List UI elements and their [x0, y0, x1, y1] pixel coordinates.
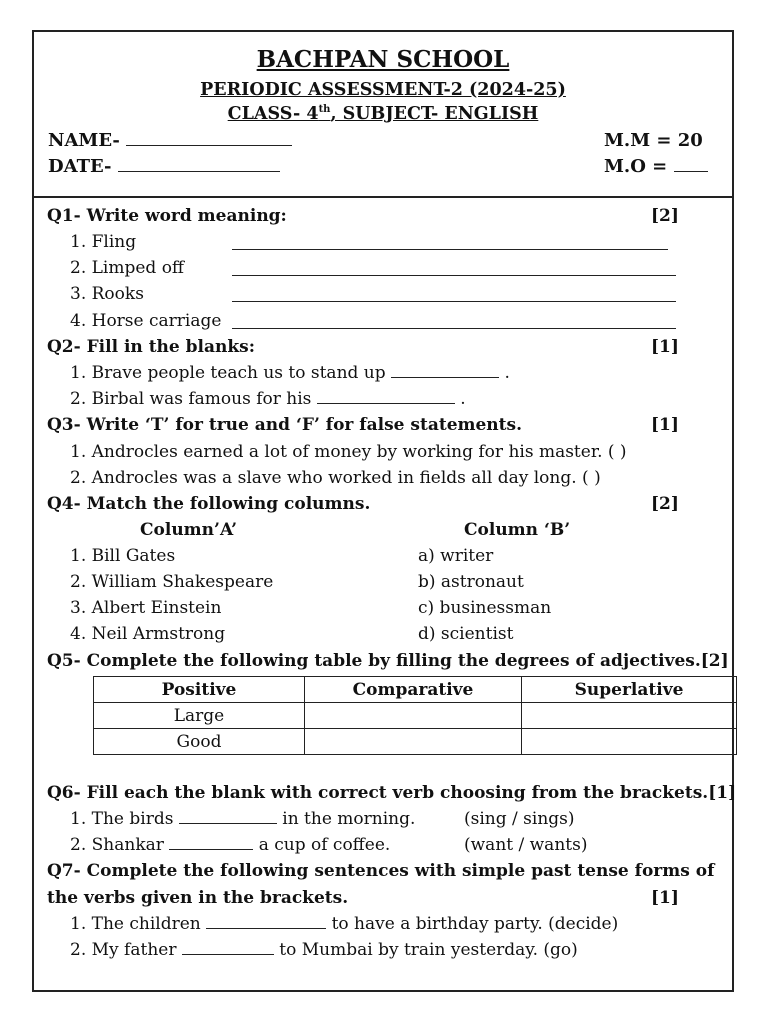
header-positive: Positive — [94, 677, 305, 703]
comparative-cell[interactable] — [305, 703, 522, 729]
q2-item-1-num: 1. — [70, 363, 87, 383]
q6-item-1-options: (sing / sings) — [464, 809, 575, 829]
name-field[interactable] — [48, 130, 292, 151]
q3-title: Q3- Write ‘T’ for true and ‘F’ for false statements. — [47, 415, 523, 435]
q1-item-3: 3. Rooks — [70, 284, 144, 304]
q4-col-a-item-4: 4. Neil Armstrong — [70, 624, 226, 644]
q7-item-1-blank[interactable] — [206, 914, 326, 929]
table-header-row — [94, 677, 737, 703]
q4-marks: [2] — [651, 494, 679, 514]
marks-obtained[interactable] — [604, 156, 708, 177]
q4-col-a-item-3: 3. Albert Einstein — [70, 598, 222, 618]
date-field[interactable] — [48, 156, 280, 177]
q4-col-b-item-4: d) scientist — [418, 624, 514, 644]
class-superscript: th — [318, 104, 331, 116]
header-comparative: Comparative — [305, 677, 522, 703]
q1-item-2: 2. Limped off — [70, 258, 185, 278]
q4-col-b-item-1: a) writer — [418, 546, 494, 566]
name-label: NAME- — [48, 130, 120, 151]
q7-item-1-num: 1. — [70, 914, 87, 934]
q4-column-b-header: Column ‘B’ — [464, 520, 571, 540]
table-row — [94, 703, 737, 729]
comparative-cell[interactable] — [305, 729, 522, 755]
q4-col-a-item-2: 2. William Shakespeare — [70, 572, 274, 592]
q4-column-a-header: Column’A’ — [140, 520, 238, 540]
q6-item-1 — [70, 809, 415, 829]
q6-title: Q6- Fill each the blank with correct verb choosing from the brackets.[1] — [47, 783, 737, 803]
q3-item-1: 1. Androcles earned a lot of money by working for his master. ( ) — [70, 442, 627, 462]
q1-title: Q1- Write word meaning: — [47, 206, 287, 226]
positive-cell: Good — [94, 729, 305, 755]
q7-item-2-text: My father — [91, 940, 177, 960]
q2-item-2-blank[interactable] — [317, 389, 455, 404]
class-subject — [34, 104, 732, 124]
q3-item-2: 2. Androcles was a slave who worked in fields all day long. ( ) — [70, 468, 601, 488]
marks-obtained-blank[interactable] — [674, 157, 708, 172]
q6-item-2 — [70, 835, 390, 855]
q6-item-1-blank[interactable] — [179, 809, 277, 824]
q7-title-line-1: Q7- Complete the following sentences with simple past tense forms of — [47, 861, 715, 881]
q5-title: Q5- Complete the following table by filling the degrees of adjectives.[2] — [47, 651, 729, 671]
q3-marks: [1] — [651, 415, 679, 435]
exam-header — [34, 32, 732, 198]
q7-title-line-2: the verbs given in the brackets. — [47, 888, 349, 908]
q6-item-1-text: The birds — [91, 809, 174, 829]
q7-item-1-end: to have a birthday party. (decide) — [331, 914, 619, 934]
table-row — [94, 729, 737, 755]
q6-item-1-num: 1. — [70, 809, 87, 829]
q6-item-2-options: (want / wants) — [464, 835, 588, 855]
school-name: BACHPAN SCHOOL — [256, 46, 510, 73]
q2-item-2-text: Birbal was famous for his — [91, 389, 312, 409]
q7-item-1-text: The children — [91, 914, 201, 934]
superlative-cell[interactable] — [522, 703, 737, 729]
q1-answer-line-1[interactable] — [232, 248, 668, 250]
q7-item-2-num: 2. — [70, 940, 87, 960]
header-superlative: Superlative — [522, 677, 737, 703]
q2-item-1-text: Brave people teach us to stand up — [91, 363, 386, 383]
q6-item-2-text: Shankar — [91, 835, 164, 855]
q7-marks: [1] — [651, 888, 679, 908]
q1-answer-line-2[interactable] — [232, 274, 676, 276]
q4-col-b-item-3: c) businessman — [418, 598, 552, 618]
q2-title: Q2- Fill in the blanks: — [47, 337, 256, 357]
q7-item-2 — [70, 940, 578, 960]
q1-answer-line-4[interactable] — [232, 327, 676, 329]
assessment-title: PERIODIC ASSESSMENT-2 (2024-25) — [200, 80, 566, 100]
date-label: DATE- — [48, 156, 112, 177]
q1-item-4: 4. Horse carriage — [70, 311, 222, 331]
q7-item-2-blank[interactable] — [182, 940, 274, 955]
q1-item-1: 1. Fling — [70, 232, 137, 252]
positive-cell: Large — [94, 703, 305, 729]
max-marks: M.M = 20 — [604, 130, 703, 151]
q6-item-2-end: a cup of coffee. — [258, 835, 391, 855]
q2-item-1 — [70, 363, 510, 383]
marks-obtained-label: M.O = — [604, 156, 668, 177]
superlative-cell[interactable] — [522, 729, 737, 755]
q4-col-b-item-2: b) astronaut — [418, 572, 524, 592]
q6-item-2-num: 2. — [70, 835, 87, 855]
class-prefix: CLASS- 4 — [227, 104, 319, 124]
q2-item-2-num: 2. — [70, 389, 87, 409]
q4-title: Q4- Match the following columns. — [47, 494, 371, 514]
q6-item-1-end: in the morning. — [282, 809, 416, 829]
q7-item-1 — [70, 914, 618, 934]
q4-col-a-item-1: 1. Bill Gates — [70, 546, 176, 566]
q6-item-2-blank[interactable] — [169, 835, 253, 850]
class-suffix: , SUBJECT- ENGLISH — [330, 104, 539, 124]
q2-item-2-end: . — [460, 389, 466, 409]
q2-marks: [1] — [651, 337, 679, 357]
adjectives-table — [93, 676, 737, 755]
q2-item-1-end: . — [504, 363, 510, 383]
q2-item-2 — [70, 389, 466, 409]
q2-item-1-blank[interactable] — [391, 363, 499, 378]
q1-answer-line-3[interactable] — [232, 300, 676, 302]
q1-marks: [2] — [651, 206, 679, 226]
name-blank[interactable] — [126, 131, 292, 146]
q7-item-2-end: to Mumbai by train yesterday. (go) — [279, 940, 578, 960]
date-blank[interactable] — [118, 157, 280, 172]
